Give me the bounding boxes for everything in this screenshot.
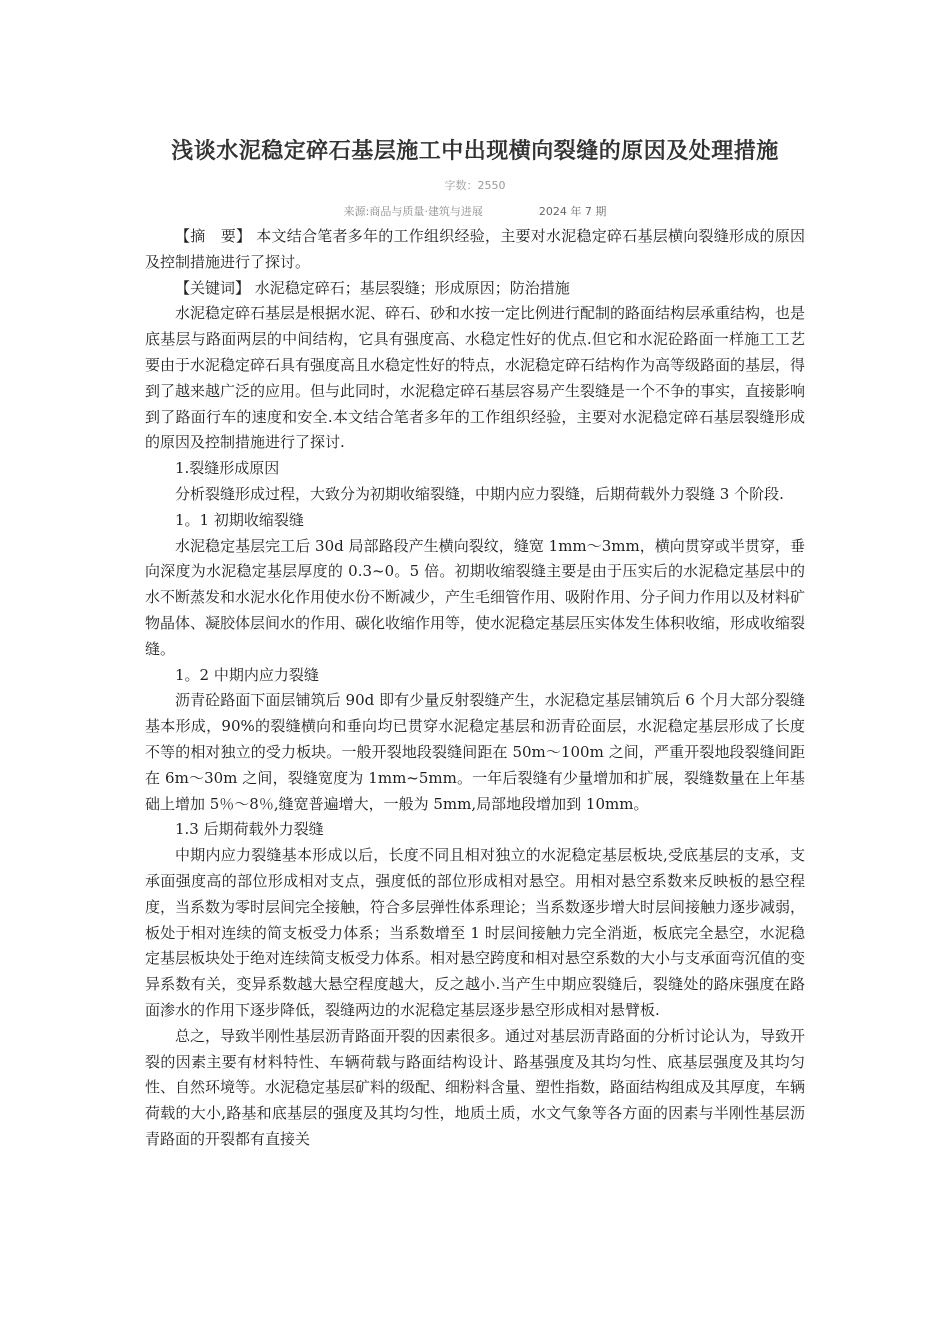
section-1-1-paragraph: 水泥稳定基层完工后 30d 局部路段产生横向裂纹，缝宽 1mm～3mm，横向贯穿或半贯穿，垂向深度为水泥稳定基层厚度的 0.3~0。5 倍。初期收缩裂缝主要是由于压实后的水泥稳定基层中的水不断蒸发和水泥水化作用使水份不断减少，产生毛细管作用、吸附作用、分子间力作用以及材料矿物晶体、凝胶体层间水的作用、碳化收缩作用等，使水泥稳定基层压实体发生体积收缩，形成收缩裂缝。 <box>145 536 806 658</box>
section-heading-1-1: 1。1 初期收缩裂缝 <box>175 510 304 529</box>
section-heading-1: 1.裂缝形成原因 <box>175 459 280 478</box>
article-body <box>145 224 805 1153</box>
section-1-3-paragraph: 中期内应力裂缝基本形成以后，长度不同且相对独立的水泥稳定基层板块,受底基层的支承，支承面强度高的部位形成相对支点，强度低的部位形成相对悬空。用相对悬空系数来反映板的悬空程度，当系数为零时层间完全接触，符合多层弹性体系理论；当系数逐步增大时层间接触力逐步减弱，板处于相对连续的简支板受力体系；当系数增至 1 时层间接触力完全消逝，板底完全悬空，水泥稳定基层板块处于绝对连续简支板受力体系。相对悬空跨度和相对悬空系数的大小与支承面弯沉值的变异系数有关，变异系数越大悬空程度越大，反之越小.当产生中期应裂缝后，裂缝处的路床强度在路面渗水的作用下逐步降低，裂缝两边的水泥稳定基层逐步悬空形成相对悬臂板. <box>145 846 806 1019</box>
keywords-label: 【关键词】 <box>175 278 251 297</box>
article-title: 浅谈水泥稳定碎石基层施工中出现横向裂缝的原因及处理措施 <box>171 139 779 164</box>
abstract-label: 【摘 要】 <box>175 227 252 245</box>
publish-date: 2024 年 7 期 <box>538 205 607 218</box>
abstract-paragraph <box>145 224 805 276</box>
intro-paragraph: 水泥稳定碎石基层是根据水泥、碎石、砂和水按一定比例进行配制的路面结构层承重结构，也是底基层与路面两层的中间结构，它具有强度高、水稳定性好的优点.但它和水泥砼路面一样施工工艺要由于水泥稳定碎石具有强度高且水稳定性好的特点，水泥稳定碎石结构作为高等级路面的基层，得到了越来越广泛的应用。但与此同时，水泥稳定碎石基层容易产生裂缝是一个不争的事实，直接影响到了路面行车的速度和安全.本文结合笔者多年的工作组织经验，主要对水泥稳定碎石基层裂缝形成的原因及控制措施进行了探讨. <box>145 304 806 452</box>
word-count: 字数：2550 <box>444 179 506 192</box>
section-heading-1-3: 1.3 后期荷载外力裂缝 <box>175 820 324 839</box>
section-1-2-paragraph: 沥青砼路面下面层铺筑后 90d 即有少量反射裂缝产生，水泥稳定基层铺筑后 6 个月大部分裂缝基本形成，90%的裂缝横向和垂向均已贯穿水泥稳定基层和沥青砼面层，水泥稳定基层形成了长度不等的相对独立的受力板块。一般开裂地段裂缝间距在 50m～100m 之间，严重开裂地段裂缝间距在 6m～30m 之间，裂缝宽度为 1mm~5mm。一年后裂缝有少量增加和扩展，裂缝数量在上年基础上增加 5％～8％,缝宽普遍增大，一般为 5mm,局部地段增加到 10mm。 <box>145 691 805 813</box>
keywords-paragraph <box>145 276 805 302</box>
source-line <box>0 204 950 220</box>
summary-paragraph: 总之，导致半刚性基层沥青路面开裂的因素很多。通过对基层沥青路面的分析讨论认为，导致开裂的因素主要有材料特性、车辆荷载与路面结构设计、路基强度及其均匀性、底基层强度及其均匀性、自然环境等。水泥稳定基层矿料的级配、细粉料含量、塑性指数，路面结构组成及其厚度，车辆荷载的大小,路基和底基层的强度及其均匀性，地质土质，水文气象等各方面的因素与半刚性基层沥青路面的开裂都有直接关 <box>145 1026 806 1148</box>
keywords-text: 水泥稳定碎石；基层裂缝；形成原因；防治措施 <box>250 278 570 297</box>
source-text: 来源:商品与质量·建筑与进展 <box>343 205 483 218</box>
section-1-paragraph: 分析裂缝形成过程，大致分为初期收缩裂缝，中期内应力裂缝，后期荷载外力裂缝 3 个阶段. <box>175 484 784 503</box>
section-heading-1-2: 1。2 中期内应力裂缝 <box>175 665 319 684</box>
abstract-text: 本文结合笔者多年的工作组织经验，主要对水泥稳定碎石基层横向裂缝形成的原因及控制措施进行了探讨。 <box>145 227 805 271</box>
